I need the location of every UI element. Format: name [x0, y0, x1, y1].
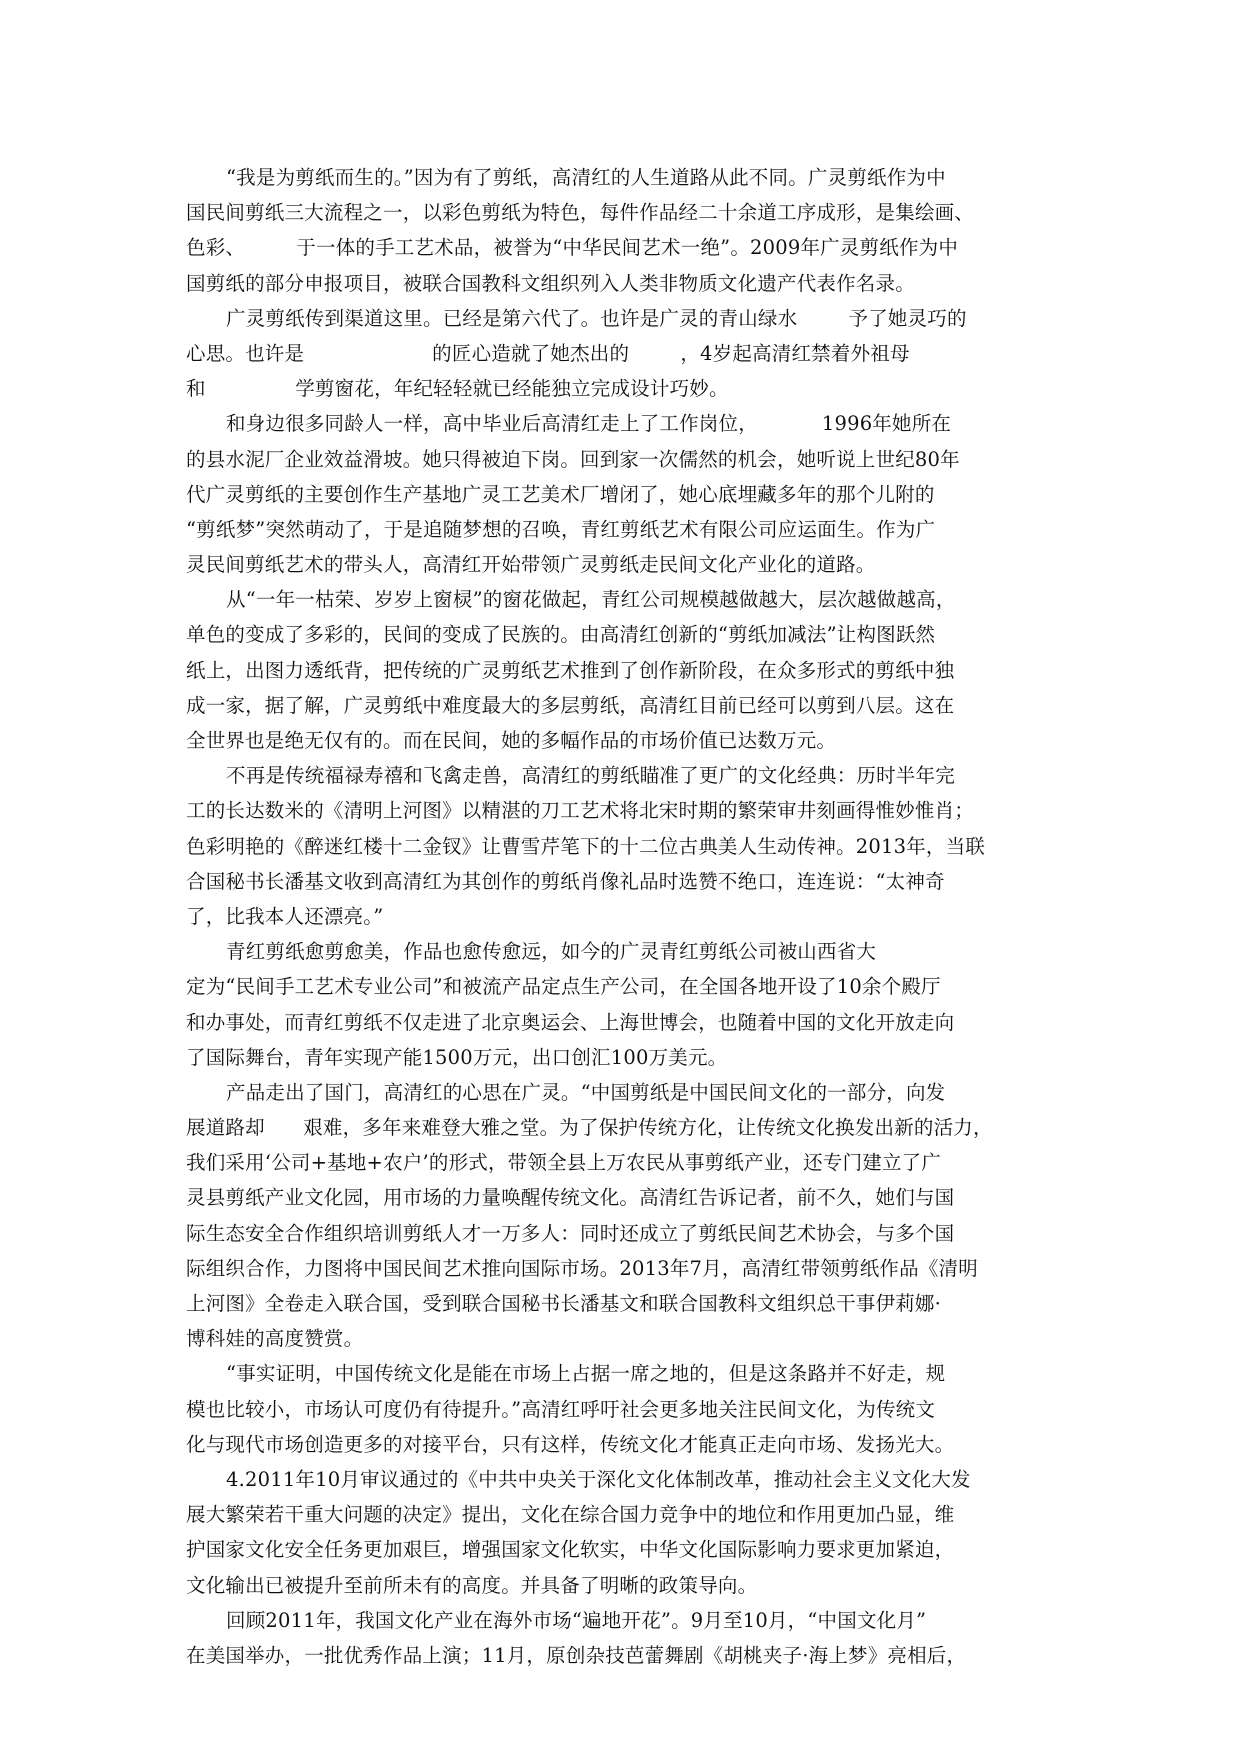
text-line: 国剪纸的部分申报项目，被联合国教科文组织列入人类非物质文化遗产代表作名录。 — [186, 271, 915, 295]
text-line: 化与现代市场创造更多的对接平台，只有这样，传统文化才能真正走向市场、发扬光大。 — [186, 1432, 955, 1456]
text-line: 和身边很多同龄人一样，高中毕业后高清红走上了工作岗位， 1996年她所在 — [226, 412, 952, 436]
text-line: 我们采用‘公司+基地+农户’的形式，带领全县上万农民从事剪纸产业，还专门建立了广 — [186, 1151, 942, 1175]
text-line: 灵县剪纸产业文化园，用市场的力量唤醒传统文化。高清红告诉记者，前不久，她们与国 — [186, 1186, 955, 1210]
text-line: 博科娃的高度赞赏。 — [186, 1327, 364, 1351]
text-line: 色彩明艳的《醉迷红楼十二金钗》让曹雪芹笔下的十二位古典美人生动传神。2013年，当联 — [186, 834, 986, 858]
text-line: 心思。也许是 的匠心造就了她杰出的 ，4岁起高清红禁着外祖母 — [186, 341, 910, 365]
text-line: 和办事处，而青红剪纸不仅走进了北京奥运会、上海世博会，也随着中国的文化开放走向 — [186, 1010, 955, 1034]
text-line: 产品走出了国门，高清红的心思在广灵。“中国剪纸是中国民间文化的一部分，向发 — [226, 1080, 946, 1104]
text-line: 定为“民间手工艺术专业公司”和被流产品定点生产公司，在全国各地开设了10余个殿厅 — [186, 975, 941, 999]
text-line: 合国秘书长潘基文收到高清红为其创作的剪纸肖像礼品时选赞不绝口，连连说：“太神奇 — [186, 869, 945, 893]
text-line: 4.2011年10月审议通过的《中共中央关于深化文化体制改革，推动社会主义文化大发 — [226, 1467, 971, 1491]
text-line: 的县水泥厂企业效益滑坡。她只得被迫下岗。回到家一次儒然的机会，她听说上世纪80年 — [186, 447, 960, 471]
text-line: 成一家，据了解，广灵剪纸中难度最大的多层剪纸，高清红目前已经可以剪到八层。这在 — [186, 693, 955, 717]
text-line: 纸上，出图力透纸背，把传统的广灵剪纸艺术推到了创作新阶段，在众多形式的剪纸中独 — [186, 658, 955, 682]
text-line: 从“一年一枯荣、岁岁上窗棂”的窗花做起，青红公司规模越做越大，层次越做越高， — [226, 588, 956, 612]
document-body — [186, 160, 1056, 1673]
text-line: 了，比我本人还漂亮。” — [186, 904, 384, 928]
text-line: 展道路却 艰难，多年来难登大雅之堂。为了保护传统方化，让传统文化换发出新的活力， — [186, 1116, 993, 1140]
text-line: 际组织合作，力图将中国民间艺术推向国际市场。2013年7月，高清红带领剪纸作品《清明 — [186, 1256, 978, 1280]
text-line: 单色的变成了多彩的，民间的变成了民族的。由高清红创新的“剪纸加减法”让构图跃然 — [186, 623, 936, 647]
text-line: 文化输出已被提升至前所未有的高度。并具备了明晰的政策导向。 — [186, 1573, 758, 1597]
text-line: 国民间剪纸三大流程之一，以彩色剪纸为特色，每件作品经二十余道工序成形，是集绘画、 — [186, 201, 975, 225]
text-line: 模也比较小，市场认可度仍有待提升。”高清红呼吁社会更多地关注民间文化，为传统文 — [186, 1397, 936, 1421]
text-line: “事实证明，中国传统文化是能在市场上占据一席之地的，但是这条路并不好走，规 — [226, 1362, 946, 1386]
text-line: 广灵剪纸传到渠道这里。已经是第六代了。也许是广灵的青山绿水 予了她灵巧的 — [226, 306, 967, 330]
text-line: 际生态安全合作组织培训剪纸人才一万多人：同时还成立了剪纸民间艺术协会，与多个国 — [186, 1221, 955, 1245]
text-line: 展大繁荣若干重大问题的决定》提出，文化在综合国力竞争中的地位和作用更加凸显，维 — [186, 1503, 955, 1527]
text-line: 色彩、 于一体的手工艺术品，被誉为“中华民间艺术一绝”。2009年广灵剪纸作为中 — [186, 236, 959, 260]
text-line: 不再是传统福禄寿禧和飞禽走兽，高清红的剪纸瞄准了更广的文化经典：历时半年完 — [226, 764, 955, 788]
text-line: 工的长达数米的《清明上河图》以精湛的刀工艺术将北宋时期的繁荣审井刻画得惟妙惟肖； — [186, 799, 975, 823]
text-line: 代广灵剪纸的主要创作生产基地广灵工艺美术厂增闭了，她心底埋藏多年的那个儿附的 — [186, 482, 935, 506]
text-line: “我是为剪纸而生的。”因为有了剪纸，高清红的人生道路从此不同。广灵剪纸作为中 — [226, 166, 946, 189]
text-line: 在美国举办，一批优秀作品上演；11月，原创杂技芭蕾舞剧《胡桃夹子·海上梦》亮相后， — [186, 1643, 967, 1667]
text-line: 全世界也是绝无仅有的。而在民间，她的多幅作品的市场价值已达数万元。 — [186, 729, 837, 752]
text-line: 和 学剪窗花，年纪轻轻就已经能独立完成设计巧妙。 — [186, 377, 729, 401]
text-line: 青红剪纸愈剪愈美，作品也愈传愈远，如今的广灵青红剪纸公司被山西省大 — [226, 940, 877, 964]
text-line: 灵民间剪纸艺术的带头人，高清红开始带领广灵剪纸走民间文化产业化的道路。 — [186, 553, 876, 577]
text-line: “剪纸梦”突然萌动了，于是追随梦想的召唤，青红剪纸艺术有限公司应运面生。作为广 — [186, 517, 936, 541]
text-line: 上河图》全卷走入联合国，受到联合国秘书长潘基文和联合国教科文组织总干事伊莉娜· — [186, 1292, 941, 1315]
text-line: 了国际舞台，青年实现产能1500万元，出口创汇100万美元。 — [186, 1045, 728, 1069]
text-line: 回顾2011年，我国文化产业在海外市场“遍地开花”。9月至10月，“中国文化月” — [226, 1608, 927, 1632]
text-line: 护国家文化安全任务更加艰巨，增强国家文化软实，中华文化国际影响力要求更加紧迫， — [186, 1538, 955, 1562]
